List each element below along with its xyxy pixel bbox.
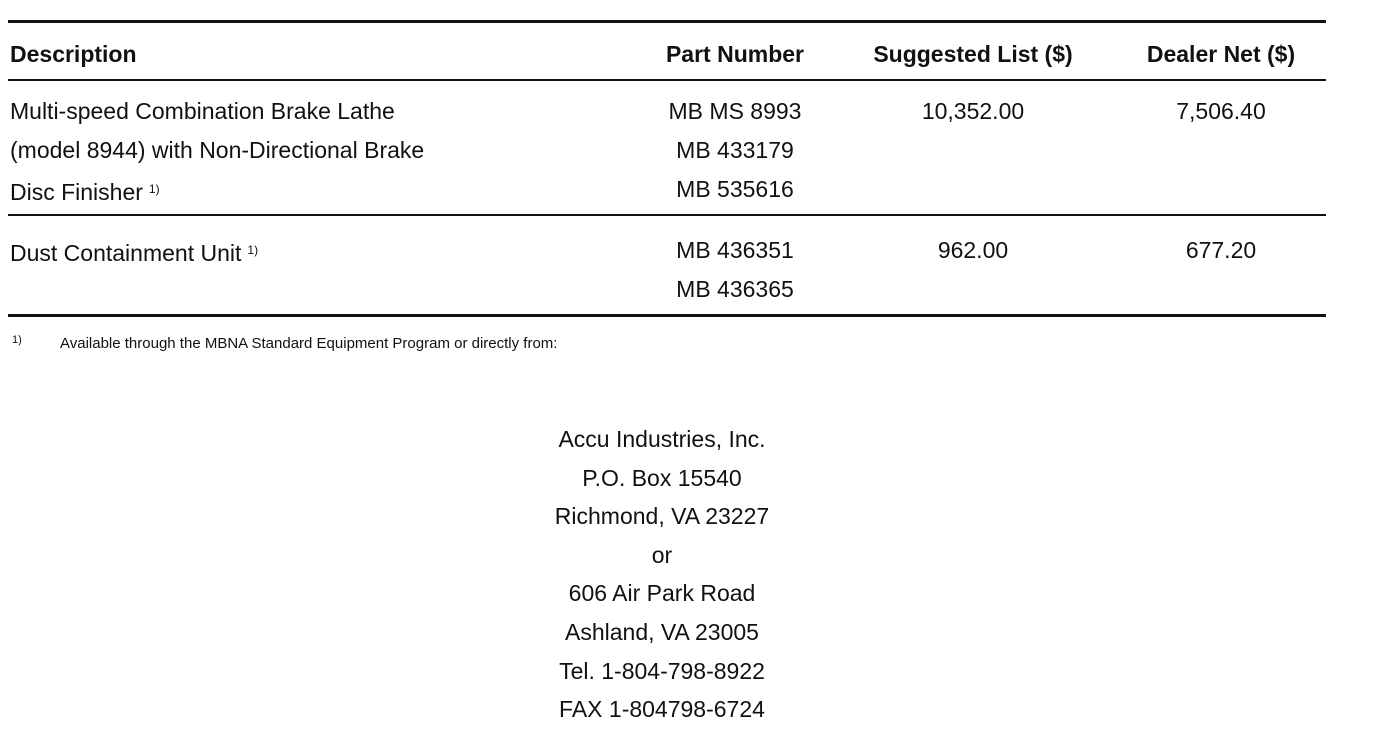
header-rule — [8, 79, 1326, 81]
footnote-marker: 1) — [247, 243, 259, 257]
table-row-1-suggested-list: 10,352.00 — [921, 98, 1025, 124]
address-phone: Tel. 1-804-798-8922 — [559, 657, 765, 684]
address-company: Accu Industries, Inc. — [558, 426, 766, 452]
description-line-text: Dust Containment Unit — [10, 240, 242, 266]
part-number: MB 433179 — [676, 137, 794, 163]
description-line — [10, 231, 258, 273]
table-row-2-suggested-list: 962.00 — [937, 237, 1009, 263]
footnote-text: Available through the MBNA Standard Equipment Program or directly from: — [60, 335, 558, 352]
table-row-2-description — [10, 231, 258, 273]
header-description: Description — [10, 41, 137, 67]
footnote — [12, 330, 557, 354]
supplier-address — [476, 420, 848, 729]
table-row-1-part-numbers — [654, 92, 816, 209]
table-row-2-part-numbers — [654, 231, 816, 309]
description-line-text: Disc Finisher — [10, 179, 143, 205]
part-number: MB 535616 — [676, 176, 794, 202]
address-city-1: Richmond, VA 23227 — [554, 503, 770, 530]
address-po-box: P.O. Box 15540 — [582, 464, 742, 491]
part-number: MB 436351 — [676, 237, 794, 263]
description-line — [10, 170, 424, 212]
description-line: (model 8944) with Non-Directional Brake — [10, 137, 425, 163]
part-number: MB 436365 — [676, 276, 794, 302]
header-dealer-net: Dealer Net ($) — [1146, 41, 1296, 67]
header-suggested-list: Suggested List ($) — [873, 41, 1073, 67]
table-top-rule — [8, 20, 1326, 23]
table-row-2-dealer-net: 677.20 — [1185, 237, 1257, 263]
footnote-marker: 1) — [148, 182, 160, 196]
header-part-number: Part Number — [665, 41, 805, 67]
row-divider-rule — [8, 214, 1326, 216]
description-line: Multi-speed Combination Brake Lathe — [10, 98, 395, 124]
part-number: MB MS 8993 — [668, 98, 802, 124]
footnote-mark: 1) — [12, 334, 22, 346]
table-bottom-rule — [8, 314, 1326, 317]
address-city-2: Ashland, VA 23005 — [565, 618, 759, 645]
address-or: or — [651, 541, 673, 568]
table-row-1-dealer-net: 7,506.40 — [1176, 98, 1266, 124]
table-row-1-description — [10, 92, 424, 212]
address-street: 606 Air Park Road — [568, 580, 756, 607]
address-fax: FAX 1-804798-6724 — [559, 696, 765, 723]
